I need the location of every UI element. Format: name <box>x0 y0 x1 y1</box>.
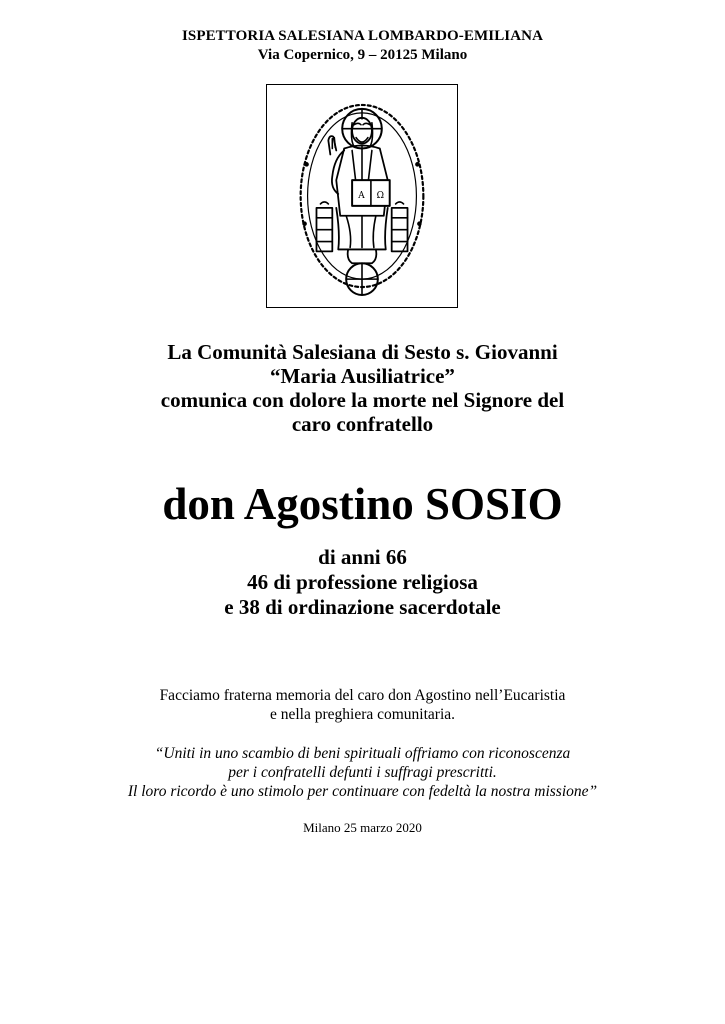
deceased-name: don Agostino SOSIO <box>162 479 563 529</box>
announcement-line: caro confratello <box>291 412 434 436</box>
organization-name: ISPETTORIA SALESIANA LOMBARDO-EMILIANA <box>181 28 544 44</box>
quote-text <box>0 744 725 801</box>
organization-address: Via Copernico, 9 – 20125 Milano <box>257 47 468 63</box>
announcement-line: “Maria Ausiliatrice” <box>270 364 455 388</box>
quote-line: Il loro ricordo è uno stimolo per continuare con fedeltà la nostra missione” <box>127 783 598 800</box>
memory-line: Facciamo fraterna memoria del caro don Agostino nell’Eucaristia <box>159 687 566 704</box>
announcement-line: La Comunità Salesiana di Sesto s. Giovanni <box>167 340 558 364</box>
book-omega-letter: Ω <box>376 190 384 201</box>
memory-text <box>0 686 725 724</box>
date-line: Milano 25 marzo 2020 <box>303 820 422 835</box>
profession-line: 46 di professione religiosa <box>247 570 478 594</box>
age-line: di anni 66 <box>318 545 407 569</box>
book-alpha-letter: Α <box>358 190 365 201</box>
memory-line: e nella preghiera comunitaria. <box>269 706 456 723</box>
announcement-text <box>0 340 725 436</box>
quote-line: “Uniti in uno scambio di beni spirituali offriamo con riconoscenza <box>154 745 571 762</box>
christ-pantocrator-image <box>266 84 458 308</box>
christ-pantocrator-drawing <box>267 85 457 307</box>
announcement-line: comunica con dolore la morte nel Signore del <box>160 388 565 412</box>
ordination-line: e 38 di ordinazione sacerdotale <box>224 595 501 619</box>
quote-line: per i confratelli defunti i suffragi prescritti. <box>228 764 497 781</box>
deceased-details <box>0 545 725 620</box>
